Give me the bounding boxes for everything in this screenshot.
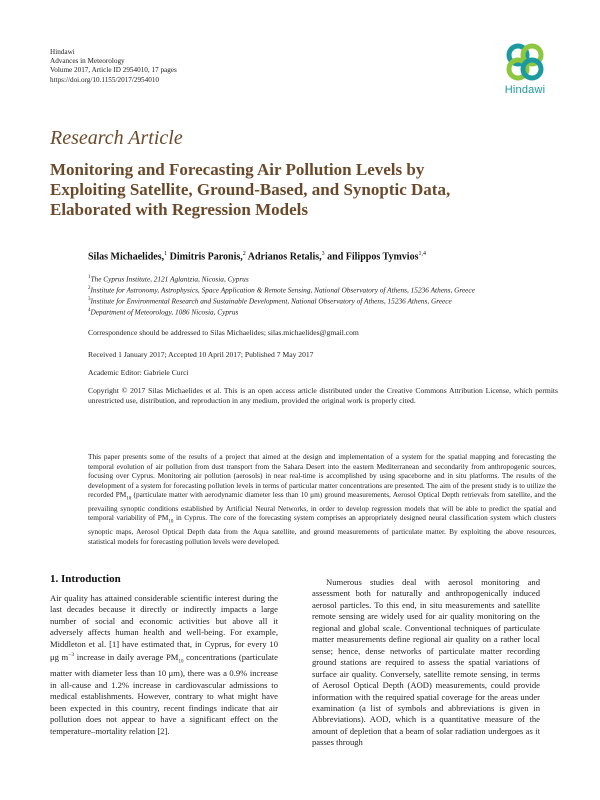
author-name: Adrianos Retalis, xyxy=(247,251,322,263)
affiliation-item: $^1$The Cyprus Institute, 2121 Aglantzia, Nicosia, Cyprus xyxy=(88,274,249,284)
affiliation-item: $^4$Department of Meteorology, 1086 Nicosia, Cyprus xyxy=(88,307,239,317)
publisher-name: Hindawi xyxy=(50,48,75,56)
hindawi-rings-logo-icon xyxy=(503,40,547,84)
title-line: Elaborated with Regression Models xyxy=(50,200,308,219)
author-list xyxy=(88,251,426,262)
correspondence: Correspondence should be addressed to Silas Michaelides; silas.michaelides@gmail.com xyxy=(88,328,359,337)
abstract: This paper presents some of the results of a project that aimed at the design and implementation of a system for the spatial mapping and forecasting the temporal evolution of air pollution from dust transport from the Sahara Desert into the eastern Mediterranean and secondarily from anthropogenic sources, focusing over Cyprus. Monitoring air pollution (aerosols) in near real-time is accomplished by using spaceborne and in situ platforms. The results of the development of a system for forecasting pollution levels in terms of particular matter concentrations are presented. The aim of the present study is to utilize the recorded $PM_{10}$ (particulate matter with aerodynamic diameter less than 10 μm) ground measurements, Aerosol Optical Depth retrievals from satellite, and the prevailing synoptic conditions established by Artificial Neural Networks, in order to develop regression models that will be able to predict the spatial and temporal variability of $PM_{10}$ in Cyprus. The core of the forecasting system comprises an appropriately designed neural classification system which clusters synoptic maps, Aerosol Optical Depth data from the Aqua satellite, and ground measurements of particulate matter. By exploiting the above resources, statistical models for forecasting pollution levels were developed. xyxy=(88,452,556,546)
author-name: Silas Michaelides, xyxy=(88,251,165,263)
logo-wordmark: Hindawi xyxy=(504,84,546,96)
journal-header xyxy=(50,48,177,85)
journal-name: Advances in Meteorology xyxy=(50,57,125,66)
article-title xyxy=(50,160,520,220)
section-heading-introduction: 1. Introduction xyxy=(50,573,121,585)
author-affil-sup: 1,4 xyxy=(418,251,426,257)
title-line: Monitoring and Forecasting Air Pollution Levels by xyxy=(50,160,425,179)
author-affil-sup: 2 xyxy=(242,251,246,257)
body-column-right xyxy=(312,577,540,749)
paragraph: Air quality has attained considerable scientific interest during the last decades because it directly or indirectly impacts a large number of social and economic activities but above all it adversely affects human health and well-being. For example, Middleton et al. [1] have estimated that, in Cyprus, for every 10 μg $m^{-3}$ increase in daily average $PM_{10}$ concentrations (particulate matter with diameter less than 10 μm), there was a 0.9% increase in all-cause and 1.2% increase in cardiovascular admissions to medical establishments. However, contrary to what might have been expected in this country, recent findings indicate that air pollution does not appear to have a significant effect on the temperature–mortality relation [2]. xyxy=(50,593,278,736)
title-line: Exploiting Satellite, Ground-Based, and Synoptic Data, xyxy=(50,180,451,199)
author-name: and Filippos Tymvios xyxy=(327,251,419,263)
affiliations xyxy=(88,273,558,317)
body-column-left xyxy=(50,593,278,737)
affiliation-item: $^3$Institute for Environmental Research and Sustainable Development, National Observatory of Athens, 15236 Athens, Greece xyxy=(88,296,452,306)
affiliation-item: $^2$Institute for Astronomy, Astrophysics, Space Application & Remote Sensing, National Observatory of Athens, 15236 Athens, Greece xyxy=(88,285,475,295)
author-affil-sup: 3 xyxy=(321,251,325,257)
author-affil-sup: 1 xyxy=(164,251,168,257)
article-type: Research Article xyxy=(50,127,183,149)
paragraph: Numerous studies deal with aerosol monitoring and assessment both for naturally and anthropogenically induced aerosol particles. To this end, in situ measurements and satellite remote sensing are widely used for air quality monitoring on the regional and global scale. Conventional techniques of particulate matter measurements define regional air quality on a rather local sense; hence, dense networks of particulate matter recording ground stations are required to assess the spatial variations of surface air quality. Conversely, satellite remote sensing, in terms of Aerosol Optical Depth (AOD) measurements, could provide information with the required spatial coverage for the areas under examination (a list of symbols and abbreviations is given in Abbreviations). AOD, which is a quantitative measure of the amount of depletion that a beam of solar radiation undergoes as it passes through xyxy=(312,577,540,748)
article-dates: Received 1 January 2017; Accepted 10 April 2017; Published 7 May 2017 xyxy=(88,350,314,359)
copyright-notice: Copyright © 2017 Silas Michaelides et al. This is an open access article distributed under the Creative Commons Attribution License, which permits unrestricted use, distribution, and reproduction in any medium, provided the original work is properly cited. xyxy=(88,386,558,405)
hindawi-logo xyxy=(494,40,556,104)
author-name: Dimitris Paronis, xyxy=(169,251,243,263)
volume-info: Volume 2017, Article ID 2954010, 17 pages xyxy=(50,66,177,75)
doi-link[interactable]: https://doi.org/10.1155/2017/2954010 xyxy=(50,75,160,84)
academic-editor: Academic Editor: Gabriele Curci xyxy=(88,368,189,377)
